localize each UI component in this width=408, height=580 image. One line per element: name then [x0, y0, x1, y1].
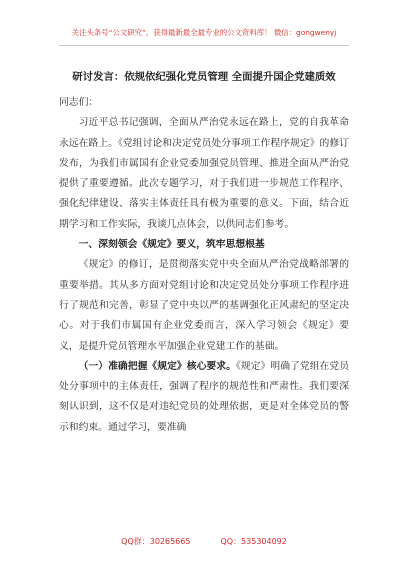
header-banner: 关注头条号“公文研究”，获得最新最全最专业的公文资料库！ 微信：gongwenyj [71, 28, 337, 37]
subsection-heading-1: （一）准确把握《规定》核心要求。 [78, 360, 236, 372]
footer-qq: QQ：535304092 [220, 537, 287, 546]
section-heading-1: 一、深刻领会《规定》要义，筑牢思想根基 [78, 239, 265, 251]
section-paragraph-1: 《规定》的修订，是贯彻落实党中央全面从严治党战略部署的重要举措。其从多方面对党组讨论和决定党员处分事项工作程序进行了规范和完善，彰显了党中央以严的基调强化正风肃纪的坚定决心。对于我们市属国有企业党委而言，深入学习领会《规定》要义，是提升党员管理水平加强企业党建工作的基础。 [59, 259, 349, 352]
header-divider [59, 45, 349, 46]
salutation: 同志们： [59, 97, 99, 108]
intro-paragraph: 习近平总书记强调，全面从严治党永远在路上，党的自我革命永远在路上。《党组讨论和决定党员处分事项工作程序规定》的修订发布，为我们市属国有企业党委加强党员管理、推进全面从严治党提供了重要遵循。此次专题学习，对于我们进一步规范工作程序、强化纪律建设、落实主体责任具有极为重要的意义。下面，结合近期学习和工作实际，我谈几点体会，以供同志们参考。 [59, 117, 349, 230]
subsection-text-1: 《规定》明确了党组在党员处分事项中的主体责任，强调了程序的规范性和严肃性。我们要深刻认识到，这不仅是对违纪党员的处理依据，更是对全体党员的警示和约束。通过学习，要准确 [59, 360, 350, 433]
subsection-paragraph-1 [59, 357, 349, 438]
document-body [59, 93, 349, 438]
document-title: 研讨发言：依规依纪强化党员管理 全面提升国企党建质效 [72, 71, 336, 83]
footer-qq-group: QQ群：30265665 [121, 537, 191, 546]
footer-contact [0, 536, 408, 547]
